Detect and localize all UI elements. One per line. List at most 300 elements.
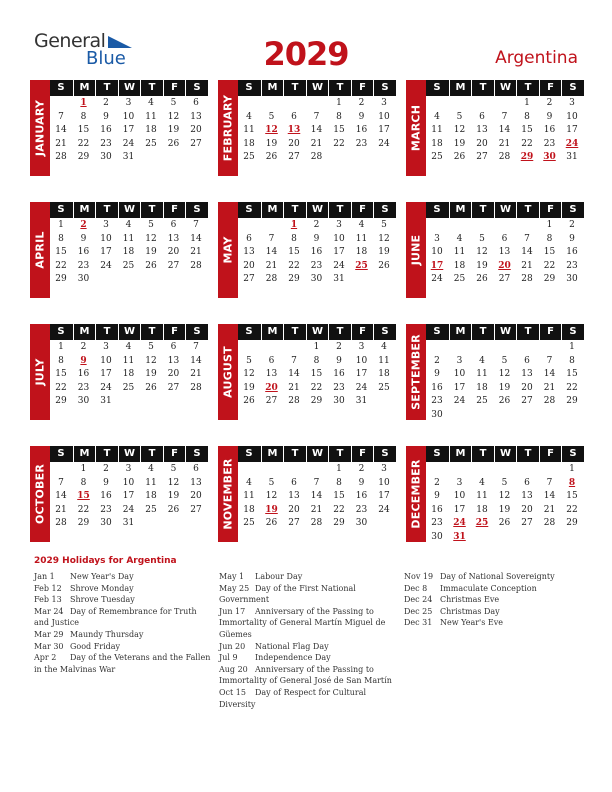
day-cell: 31 [355, 396, 368, 406]
day-cell: 23 [355, 504, 368, 515]
day-cell: 4 [479, 477, 485, 488]
holiday-day-cell: 1 [290, 220, 298, 230]
day-cell: 20 [167, 369, 180, 379]
day-cell: 11 [453, 247, 466, 257]
weekday-label: M [73, 80, 96, 96]
day-cell: 15 [566, 491, 578, 501]
holiday-date: Jun 20 [219, 641, 246, 651]
day-cell: 3 [569, 98, 575, 108]
weekday-label: S [245, 448, 253, 459]
weekday-label: S [57, 204, 65, 215]
day-cell: 25 [145, 138, 157, 149]
weekday-label: S [185, 446, 208, 462]
day-cell: 16 [100, 491, 112, 501]
day-cell: 7 [546, 477, 553, 488]
holiday-item [219, 641, 397, 653]
day-cell: 15 [333, 125, 345, 135]
month-october [30, 446, 208, 542]
holiday-date: Oct 15 [219, 687, 246, 697]
month-february [218, 80, 396, 176]
day-cell: 17 [566, 125, 578, 135]
weekday-label: T [328, 202, 351, 218]
holiday-name: Immaculate Conception [440, 583, 537, 593]
day-cell: 11 [355, 233, 368, 244]
day-cell: 12 [498, 491, 511, 501]
holiday-name: Anniversary of the Passing to Immortality of General Martín Miguel de Güemes [219, 606, 386, 639]
day-cell: 16 [543, 125, 556, 135]
day-cell: 18 [145, 125, 157, 135]
day-cell: 20 [190, 125, 202, 135]
day-cell: 10 [566, 111, 578, 122]
day-cell: 15 [310, 369, 323, 379]
month-august [218, 324, 396, 420]
holiday-name: Day of the First National Government [219, 583, 356, 605]
day-cell: 21 [521, 260, 533, 271]
day-cell: 20 [476, 138, 488, 149]
day-cell: 4 [246, 477, 252, 488]
day-cell: 9 [103, 477, 109, 488]
day-cell: 15 [55, 369, 67, 379]
day-cell: 22 [55, 382, 67, 393]
holiday-name: New Year's Day [70, 572, 134, 581]
holiday-item [404, 617, 582, 629]
day-cell: 12 [167, 477, 180, 488]
day-cell: 7 [58, 111, 64, 122]
day-cell: 28 [310, 518, 323, 528]
month-name: JANUARY [33, 99, 47, 157]
holiday-item [404, 583, 582, 595]
weekday-label: W [494, 80, 517, 96]
holiday-day-cell: 2 [80, 220, 87, 230]
page-title-year: 2029 [263, 35, 349, 73]
day-cell: 16 [310, 247, 323, 257]
holiday-date: Mar 29 [34, 629, 64, 639]
weekday-label: W [118, 80, 141, 96]
day-cell: 23 [333, 382, 345, 393]
day-cell: 13 [167, 355, 180, 366]
holiday-item [219, 652, 397, 664]
weekday-label: F [539, 324, 562, 340]
day-cell: 25 [476, 396, 488, 406]
day-cell: 18 [453, 260, 466, 271]
weekday-header [50, 324, 208, 340]
day-cell: 24 [333, 260, 345, 271]
day-cell: 29 [77, 518, 90, 528]
day-cell: 21 [543, 504, 556, 515]
weekday-label: W [118, 202, 141, 218]
day-cell: 25 [378, 382, 390, 393]
day-cell: 4 [479, 355, 485, 366]
day-cell: 17 [100, 369, 112, 379]
day-cell: 22 [55, 260, 67, 271]
day-cell: 10 [378, 477, 390, 488]
day-cell: 5 [268, 111, 275, 122]
day-cell: 27 [167, 260, 180, 271]
day-cell: 18 [431, 138, 443, 149]
day-cell: 16 [355, 491, 368, 501]
holiday-item [34, 606, 212, 629]
day-cell: 3 [358, 342, 365, 352]
day-cell: 21 [190, 247, 202, 257]
month-label-bar [406, 324, 426, 420]
day-cell: 8 [569, 355, 575, 366]
holiday-name: Shrove Tuesday [70, 595, 135, 605]
weekday-header [238, 446, 396, 462]
day-cell: 14 [543, 369, 556, 379]
day-cell: 26 [453, 152, 466, 162]
holiday-item [219, 687, 397, 710]
day-cell: 16 [333, 369, 345, 379]
day-cell: 10 [453, 369, 466, 379]
holiday-date: Feb 13 [34, 595, 62, 605]
day-cell: 8 [80, 477, 87, 488]
day-cell: 22 [521, 138, 533, 149]
day-cell: 25 [453, 274, 466, 284]
day-cell: 20 [190, 491, 202, 501]
day-cell: 3 [125, 98, 132, 108]
weekday-label: W [494, 324, 517, 340]
day-cell: 16 [566, 247, 578, 257]
day-cell: 5 [381, 220, 387, 230]
day-cell: 24 [122, 138, 135, 149]
day-cell: 15 [543, 247, 556, 257]
day-cell: 2 [434, 355, 440, 366]
weekday-label: S [561, 446, 584, 462]
day-cell: 5 [456, 111, 463, 122]
day-cell: 1 [569, 342, 575, 352]
weekday-label: W [494, 202, 517, 218]
day-cell: 21 [190, 369, 202, 379]
day-cell: 1 [80, 464, 87, 474]
day-cell: 15 [288, 247, 300, 257]
day-cell: 14 [543, 491, 556, 501]
day-cell: 19 [243, 382, 255, 393]
weekday-header [238, 324, 396, 340]
month-name: AUGUST [221, 346, 235, 398]
day-cell: 27 [288, 518, 300, 528]
holiday-column [219, 571, 397, 710]
day-cell: 14 [55, 125, 67, 135]
day-cell: 26 [243, 396, 255, 406]
weekday-label: F [539, 202, 562, 218]
holiday-item [34, 629, 212, 641]
day-cell: 4 [456, 233, 463, 244]
day-cell: 2 [358, 464, 365, 474]
day-cell: 4 [381, 342, 387, 352]
day-cell: 6 [501, 233, 508, 244]
day-cell: 11 [431, 125, 443, 135]
day-cell: 28 [543, 518, 556, 528]
day-cell: 10 [100, 355, 112, 366]
day-cell: 2 [434, 477, 440, 488]
holiday-column [34, 571, 212, 675]
weekday-label: M [449, 446, 472, 462]
day-cell: 8 [546, 233, 553, 244]
holiday-day-cell: 29 [520, 152, 534, 162]
day-cell: 7 [546, 355, 553, 366]
holiday-name: Shrove Monday [70, 583, 134, 593]
weekday-header [426, 80, 584, 96]
weekday-label: F [351, 202, 374, 218]
month-label-bar [406, 202, 426, 298]
brand-logo [34, 30, 134, 72]
month-label-bar [406, 80, 426, 176]
holiday-day-cell: 15 [77, 491, 90, 501]
weekday-label: T [516, 80, 539, 96]
weekday-label: S [561, 202, 584, 218]
day-cell: 16 [77, 369, 90, 379]
weekday-label: T [471, 446, 494, 462]
day-cell: 17 [355, 369, 368, 379]
day-cell: 21 [310, 138, 323, 149]
day-cell: 16 [355, 125, 368, 135]
holiday-day-cell: 20 [498, 260, 511, 271]
day-cell: 13 [190, 111, 202, 122]
day-cell: 27 [190, 138, 202, 149]
month-april [30, 202, 208, 298]
day-cell: 2 [103, 98, 109, 108]
day-cell: 4 [148, 464, 154, 474]
day-cell: 27 [521, 518, 533, 528]
day-cell: 12 [145, 233, 157, 244]
day-cell: 8 [336, 477, 342, 488]
day-cell: 19 [145, 369, 157, 379]
day-cell: 1 [313, 342, 320, 352]
day-cell: 26 [167, 138, 180, 149]
day-cell: 14 [265, 247, 278, 257]
day-cell: 10 [333, 233, 345, 244]
day-cell: 29 [77, 152, 90, 162]
holiday-day-cell: 30 [543, 152, 556, 162]
day-cell: 23 [355, 138, 368, 149]
day-cell: 28 [498, 152, 511, 162]
day-cell: 10 [122, 111, 135, 122]
day-cell: 1 [336, 98, 342, 108]
day-cell: 3 [336, 220, 342, 230]
day-cell: 11 [476, 491, 488, 501]
day-cell: 22 [566, 504, 578, 515]
day-cell: 26 [498, 396, 511, 406]
day-cell: 5 [479, 233, 485, 244]
weekday-label: T [471, 202, 494, 218]
day-cell: 11 [243, 125, 255, 135]
day-cell: 20 [288, 138, 300, 149]
holiday-item [34, 652, 212, 675]
day-cell: 18 [355, 247, 368, 257]
holiday-name: New Year's Eve [440, 618, 503, 628]
day-cell: 9 [358, 111, 365, 122]
day-cell: 26 [378, 260, 390, 271]
day-cell: 25 [243, 152, 255, 162]
day-cell: 24 [378, 504, 390, 515]
day-cell: 19 [378, 247, 390, 257]
day-cell: 7 [193, 220, 199, 230]
day-cell: 24 [100, 382, 112, 393]
day-cell: 23 [77, 382, 90, 393]
day-cell: 27 [521, 396, 533, 406]
day-cell: 16 [100, 125, 112, 135]
day-cell: 23 [431, 396, 443, 406]
day-cell: 23 [543, 138, 556, 149]
day-cell: 21 [310, 504, 323, 515]
day-cell: 6 [524, 355, 530, 366]
day-cell: 4 [358, 220, 365, 230]
month-name: JUNE [409, 234, 423, 266]
day-cell: 11 [122, 355, 135, 366]
month-label-bar [30, 324, 50, 420]
day-cell: 20 [521, 504, 533, 515]
holiday-item [404, 594, 582, 606]
logo-word-general: General [34, 30, 106, 52]
day-cell: 8 [58, 355, 64, 366]
day-cell: 11 [243, 491, 255, 501]
day-cell: 29 [543, 274, 556, 284]
day-cell: 6 [524, 477, 530, 488]
month-name: FEBRUARY [221, 94, 235, 162]
day-cell: 23 [310, 260, 323, 271]
weekday-label: T [516, 446, 539, 462]
weekday-label: S [57, 82, 65, 93]
day-cell: 29 [288, 274, 300, 284]
day-cell: 7 [58, 477, 64, 488]
weekday-label: S [433, 204, 441, 215]
day-cell: 24 [431, 274, 443, 284]
day-cell: 10 [122, 477, 135, 488]
month-may [218, 202, 396, 298]
day-cell: 26 [265, 518, 278, 528]
month-december [406, 446, 584, 542]
month-name: DECEMBER [409, 459, 423, 529]
day-cell: 18 [243, 138, 255, 149]
day-cell: 9 [546, 111, 553, 122]
day-cell: 9 [569, 233, 575, 244]
weekday-label: T [328, 446, 351, 462]
weekday-label: S [185, 80, 208, 96]
day-cell: 18 [378, 369, 390, 379]
day-cell: 17 [100, 247, 112, 257]
day-cell: 21 [55, 504, 67, 515]
day-cell: 28 [265, 274, 278, 284]
day-cell: 13 [243, 247, 255, 257]
weekday-label: S [373, 446, 396, 462]
day-cell: 9 [434, 369, 440, 379]
day-cell: 30 [77, 274, 90, 284]
day-cell: 17 [453, 382, 466, 393]
holiday-item [219, 606, 397, 641]
month-label-bar [218, 202, 238, 298]
day-cell: 14 [310, 491, 323, 501]
day-cell: 8 [524, 111, 530, 122]
holidays-title: 2029 Holidays for Argentina [34, 556, 177, 566]
day-cell: 11 [476, 369, 488, 379]
weekday-label: T [140, 202, 163, 218]
holiday-name: Day of Remembrance for Truth and Justice [34, 606, 197, 628]
day-cell: 26 [145, 260, 157, 271]
day-cell: 11 [378, 355, 390, 366]
day-cell: 6 [193, 464, 199, 474]
day-cell: 4 [125, 220, 132, 230]
weekday-label: S [245, 82, 253, 93]
day-cell: 24 [100, 260, 112, 271]
day-cell: 8 [313, 355, 320, 366]
weekday-label: T [328, 324, 351, 340]
holiday-item [219, 583, 397, 606]
weekday-label: S [373, 80, 396, 96]
day-cell: 30 [333, 396, 345, 406]
month-name: JULY [33, 358, 47, 386]
day-cell: 8 [336, 111, 342, 122]
month-name: SEPTEMBER [409, 334, 423, 410]
weekday-label: S [185, 202, 208, 218]
day-cell: 17 [378, 125, 390, 135]
day-cell: 7 [313, 111, 320, 122]
weekday-label: S [373, 324, 396, 340]
day-cell: 20 [243, 260, 255, 271]
day-cell: 6 [246, 233, 252, 244]
day-cell: 1 [524, 98, 530, 108]
day-cell: 4 [125, 342, 132, 352]
day-cell: 14 [190, 355, 202, 366]
weekday-label: S [57, 326, 65, 337]
logo-word-blue: Blue [86, 48, 126, 69]
weekday-label: M [261, 202, 284, 218]
holiday-item [404, 571, 582, 583]
weekday-label: W [306, 324, 329, 340]
holiday-date: Aug 20 [219, 664, 248, 674]
weekday-label: T [328, 80, 351, 96]
day-cell: 18 [145, 491, 157, 501]
day-cell: 31 [122, 152, 135, 162]
day-cell: 18 [476, 382, 488, 393]
month-name: APRIL [33, 231, 47, 269]
month-name: MAY [221, 236, 235, 264]
day-cell: 9 [80, 233, 87, 244]
day-cell: 19 [498, 382, 511, 393]
weekday-label: T [283, 324, 306, 340]
day-cell: 9 [434, 491, 440, 501]
weekday-header [238, 80, 396, 96]
day-cell: 12 [243, 369, 255, 379]
day-cell: 28 [190, 382, 202, 393]
day-cell: 6 [170, 220, 177, 230]
day-cell: 2 [546, 98, 553, 108]
day-cell: 30 [310, 274, 323, 284]
holiday-day-cell: 24 [453, 518, 466, 528]
day-cell: 29 [333, 518, 345, 528]
day-cell: 28 [190, 260, 202, 271]
weekday-label: M [449, 202, 472, 218]
day-cell: 23 [566, 260, 578, 271]
holiday-date: Feb 12 [34, 583, 62, 593]
day-cell: 10 [453, 491, 466, 501]
day-cell: 3 [434, 233, 440, 244]
holiday-day-cell: 20 [265, 382, 278, 393]
day-cell: 13 [265, 369, 278, 379]
day-cell: 11 [122, 233, 135, 244]
day-cell: 24 [378, 138, 390, 149]
day-cell: 5 [268, 477, 275, 488]
day-cell: 3 [125, 464, 132, 474]
day-cell: 22 [543, 260, 556, 271]
day-cell: 5 [148, 342, 154, 352]
day-cell: 13 [288, 491, 300, 501]
month-july [30, 324, 208, 420]
day-cell: 22 [566, 382, 578, 393]
holiday-day-cell: 17 [430, 260, 444, 271]
day-cell: 21 [265, 260, 278, 271]
day-cell: 13 [521, 369, 533, 379]
day-cell: 27 [476, 152, 488, 162]
